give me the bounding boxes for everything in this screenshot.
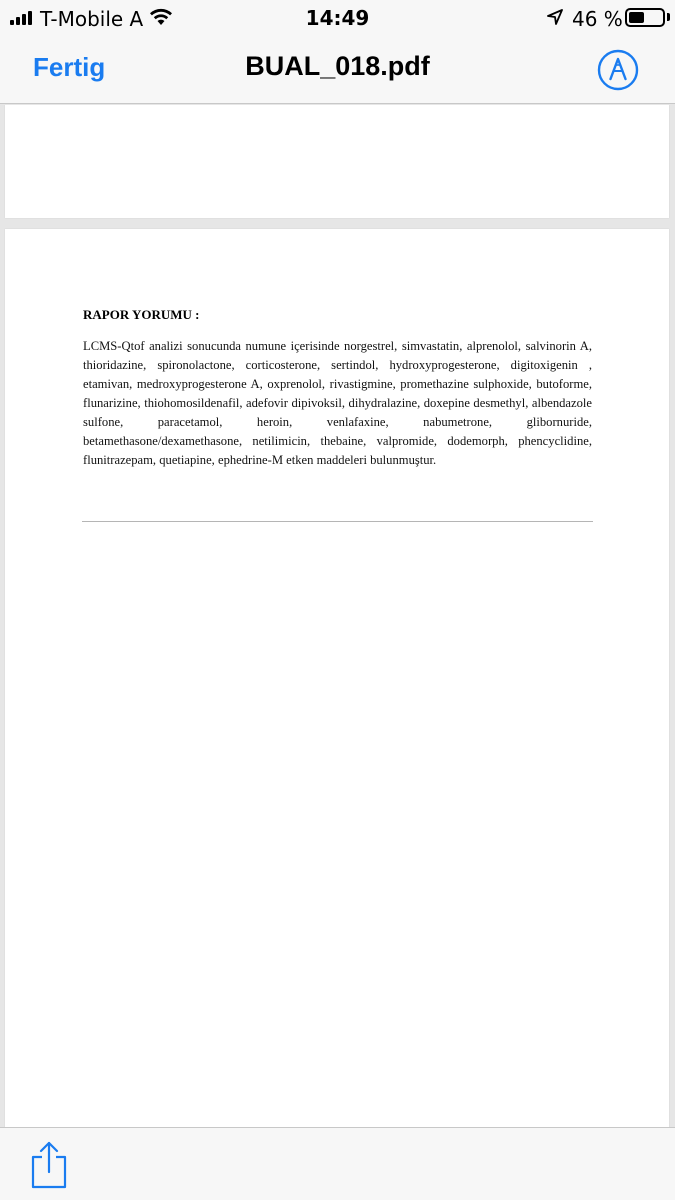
bottom-toolbar: [0, 1127, 675, 1200]
share-icon[interactable]: [28, 1140, 70, 1190]
clock: 14:49: [305, 6, 370, 30]
done-button[interactable]: Fertig: [33, 52, 106, 82]
pdf-page-previous[interactable]: [5, 105, 669, 218]
battery-percent: 46 %: [572, 7, 623, 31]
carrier-name: T-Mobile A: [40, 7, 144, 31]
pdf-viewer[interactable]: [0, 105, 675, 1127]
page-divider: [82, 521, 593, 522]
document-title: BUAL_018.pdf: [245, 51, 430, 81]
battery-nub: [667, 13, 670, 21]
status-bar: [0, 0, 675, 36]
location-arrow-icon: [547, 9, 563, 25]
report-body: LCMS-Qtof analizi sonucunda numune içerisinde norgestrel, simvastatin, alprenolol, salvinorin A, thioridazine, spironolactone, corticosterone, sertindol, hydroxyprogesterone, digitoxigenin , etamivan, medroxyprogesterone A, oxprenolol, rivastigmine, promethazine sulphoxide, butoforme, flunarizine, thiohomosildenafil, adefovir dipivoksil, dihydralazine, doxepine desmethyl, albendazole sulfone, paracetamol, heroin, venlafaxine, nabumetrone, glibornuride, betamethasone/dexamethasone, netilimicin, thebaine, valpromide, dodemorph, phencyclidine, flunitrazepam, quetiapine, ephedrine-M etken maddeleri bulunmuştur.: [83, 339, 592, 467]
battery-icon: [625, 8, 665, 27]
markup-pen-icon[interactable]: [597, 49, 639, 91]
report-heading: RAPOR YORUMU :: [83, 307, 200, 322]
nav-bar: [0, 36, 675, 104]
battery-level-fill: [629, 12, 644, 23]
pdf-page-current[interactable]: [5, 229, 669, 1127]
